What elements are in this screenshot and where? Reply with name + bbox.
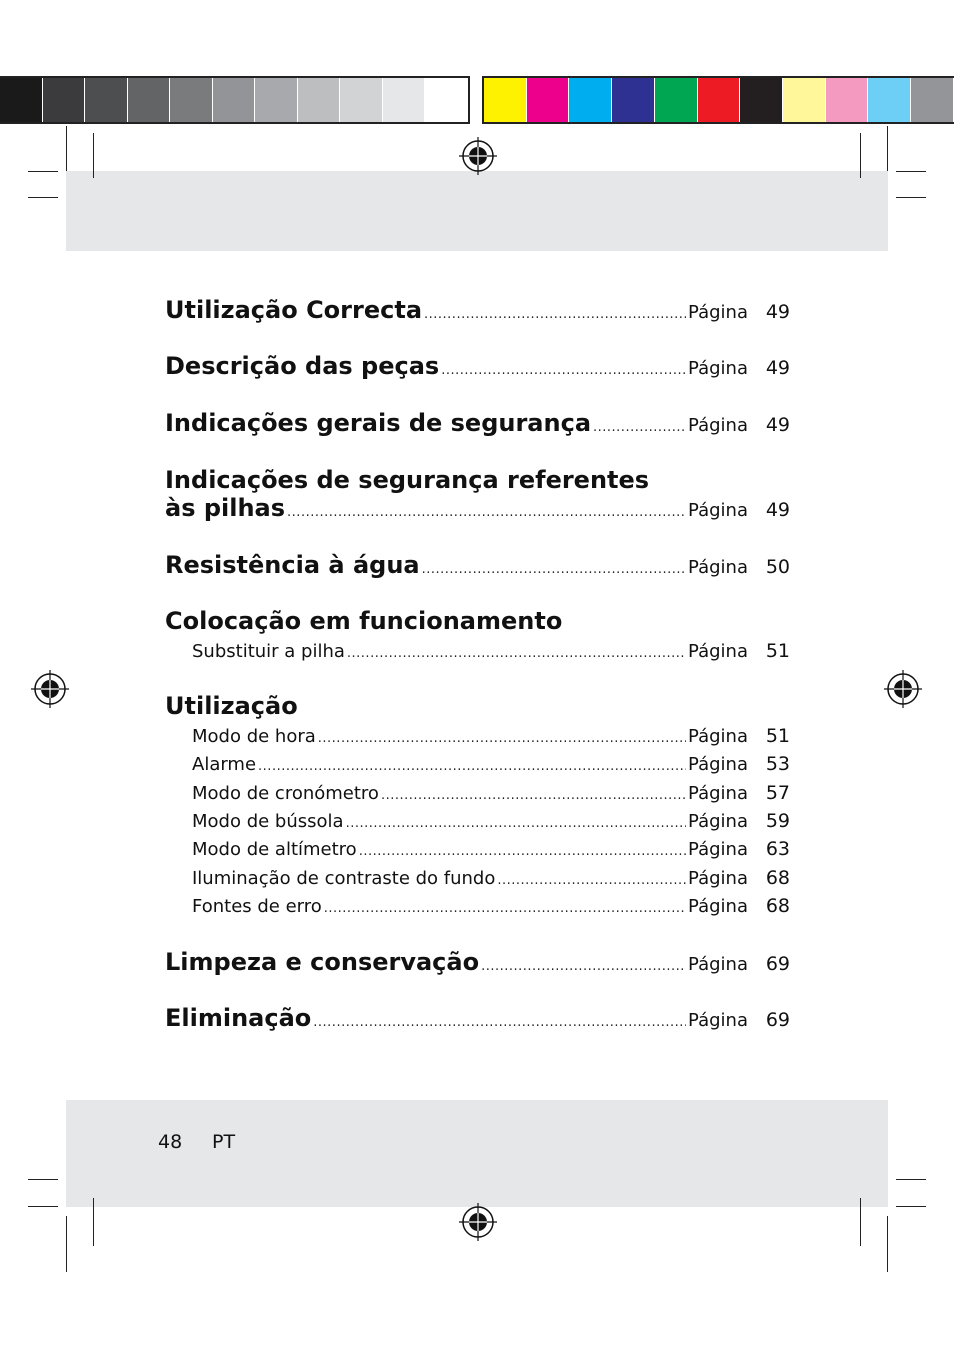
toc-entry[interactable] — [165, 296, 790, 324]
toc-page-label: Página — [688, 868, 748, 889]
toc-leader — [422, 562, 686, 577]
grey-scale-bar — [0, 78, 468, 122]
crop-mark — [93, 1198, 94, 1246]
toc-sub-entry-title: Iluminação de contraste do fundo — [192, 868, 496, 889]
toc-page-label: Página — [688, 726, 748, 747]
toc-leader — [497, 873, 686, 888]
toc-sub-entry-title: Modo de hora — [192, 726, 316, 747]
toc-section-title[interactable]: Colocação em funcionamento — [165, 607, 563, 635]
crop-mark — [896, 171, 926, 172]
toc-leader — [381, 788, 686, 803]
toc-entry-title: Eliminação — [165, 1004, 312, 1032]
color-swatch — [340, 78, 383, 122]
toc-page-number: 49 — [765, 357, 790, 379]
toc-page-number: 59 — [765, 810, 790, 832]
toc-page-number: 49 — [765, 414, 790, 436]
toc-sub-entry-title: Fontes de erro — [192, 896, 322, 917]
color-swatch — [0, 78, 43, 122]
toc-page-label: Página — [688, 839, 748, 860]
toc-page-label: Página — [688, 754, 748, 775]
toc-entry[interactable] — [165, 409, 790, 437]
toc-entry[interactable] — [165, 551, 790, 579]
crop-mark — [896, 1206, 926, 1207]
toc-page-number: 49 — [765, 499, 790, 521]
color-swatch — [255, 78, 298, 122]
toc-page-number: 51 — [765, 725, 790, 747]
color-swatch — [826, 78, 869, 122]
language-code: PT — [212, 1131, 236, 1153]
toc-sub-entry[interactable] — [192, 640, 790, 662]
color-swatch — [612, 78, 655, 122]
toc-page-number: 68 — [765, 895, 790, 917]
toc-sub-entry[interactable] — [192, 753, 790, 775]
toc-leader — [441, 363, 686, 378]
toc-leader — [359, 844, 686, 859]
toc-entry-title: Descrição das peças — [165, 352, 440, 380]
toc-entry[interactable] — [165, 352, 790, 380]
toc-page-number: 51 — [765, 640, 790, 662]
page-number: 48 — [158, 1131, 183, 1153]
crop-mark — [66, 126, 67, 171]
toc-entry[interactable] — [165, 948, 790, 976]
toc-entry-title: Resistência à água — [165, 551, 420, 579]
toc-leader — [258, 759, 686, 774]
color-swatch — [783, 78, 826, 122]
toc-sub-entry[interactable] — [192, 725, 790, 747]
toc-leader — [481, 959, 686, 974]
toc-sub-entry-title: Substituir a pilha — [192, 641, 345, 662]
toc-page-number: 57 — [765, 782, 790, 804]
toc-leader — [313, 1015, 686, 1030]
color-swatch — [569, 78, 612, 122]
registration-mark-icon — [31, 670, 69, 708]
toc-entry-title-line2: às pilhas — [165, 494, 286, 522]
toc-leader — [318, 731, 686, 746]
toc-leader — [593, 420, 686, 435]
color-swatch — [655, 78, 698, 122]
toc-page-number: 69 — [765, 1009, 790, 1031]
toc-page-label: Página — [688, 302, 748, 323]
crop-mark — [896, 197, 926, 198]
toc-page-label: Página — [688, 896, 748, 917]
toc-leader — [424, 307, 686, 322]
toc-sub-entry-title: Modo de bússola — [192, 811, 344, 832]
crop-mark — [860, 133, 861, 178]
toc-page-label: Página — [688, 415, 748, 436]
header-band — [66, 171, 888, 251]
toc-page-label: Página — [688, 954, 748, 975]
crop-mark — [93, 133, 94, 178]
crop-mark — [28, 171, 58, 172]
color-swatch — [298, 78, 341, 122]
toc-entry-title: Indicações gerais de segurança — [165, 409, 592, 437]
color-swatch — [128, 78, 171, 122]
toc-sub-entry[interactable] — [192, 782, 790, 804]
crop-mark — [860, 1198, 861, 1246]
toc-page-label: Página — [688, 557, 748, 578]
crop-mark — [28, 1206, 58, 1207]
registration-mark-icon — [459, 1203, 497, 1241]
toc-page-label: Página — [688, 811, 748, 832]
toc-leader — [287, 505, 686, 520]
toc-entry[interactable] — [165, 494, 790, 522]
crop-mark — [66, 1216, 67, 1272]
crop-mark — [28, 1179, 58, 1180]
color-swatch — [484, 78, 527, 122]
color-swatch — [527, 78, 570, 122]
toc-page-number: 68 — [765, 867, 790, 889]
toc-sub-entry-title: Alarme — [192, 754, 257, 775]
toc-page-label: Página — [688, 783, 748, 804]
toc-page-label: Página — [688, 1010, 748, 1031]
crop-mark — [896, 1179, 926, 1180]
color-swatch — [213, 78, 256, 122]
color-swatch — [740, 78, 783, 122]
toc-leader — [324, 901, 686, 916]
registration-mark-icon — [884, 670, 922, 708]
toc-sub-entry[interactable] — [192, 810, 790, 832]
color-bar — [484, 78, 954, 122]
toc-page-number: 49 — [765, 301, 790, 323]
toc-section-title[interactable]: Utilização — [165, 692, 298, 720]
toc-sub-entry[interactable] — [192, 838, 790, 860]
crop-mark — [28, 197, 58, 198]
footer-band — [66, 1100, 888, 1207]
toc-sub-entry-title: Modo de altímetro — [192, 839, 357, 860]
toc-entry-title-line1[interactable]: Indicações de segurança referentes — [165, 466, 650, 494]
toc-page-number: 50 — [765, 556, 790, 578]
toc-page-label: Página — [688, 500, 748, 521]
toc-page-number: 69 — [765, 953, 790, 975]
toc-entry-title: Limpeza e conservação — [165, 948, 480, 976]
toc-page-number: 63 — [765, 838, 790, 860]
color-swatch — [85, 78, 128, 122]
color-swatch — [698, 78, 741, 122]
color-swatch — [868, 78, 911, 122]
color-swatch — [170, 78, 213, 122]
color-swatch — [911, 78, 954, 122]
registration-mark-icon — [459, 137, 497, 175]
crop-mark — [887, 126, 888, 171]
toc-page-label: Página — [688, 358, 748, 379]
color-swatch — [43, 78, 86, 122]
toc-sub-entry[interactable] — [192, 867, 790, 889]
toc-sub-entry-title: Modo de cronómetro — [192, 783, 379, 804]
color-swatch — [383, 78, 426, 122]
toc-entry-title: Utilização Correcta — [165, 296, 423, 324]
color-swatch — [425, 78, 468, 122]
toc-page-label: Página — [688, 641, 748, 662]
toc-entry[interactable] — [165, 1004, 790, 1032]
toc-leader — [347, 646, 686, 661]
crop-mark — [887, 1216, 888, 1272]
toc-page-number: 53 — [765, 753, 790, 775]
toc-sub-entry[interactable] — [192, 895, 790, 917]
toc-leader — [346, 816, 686, 831]
